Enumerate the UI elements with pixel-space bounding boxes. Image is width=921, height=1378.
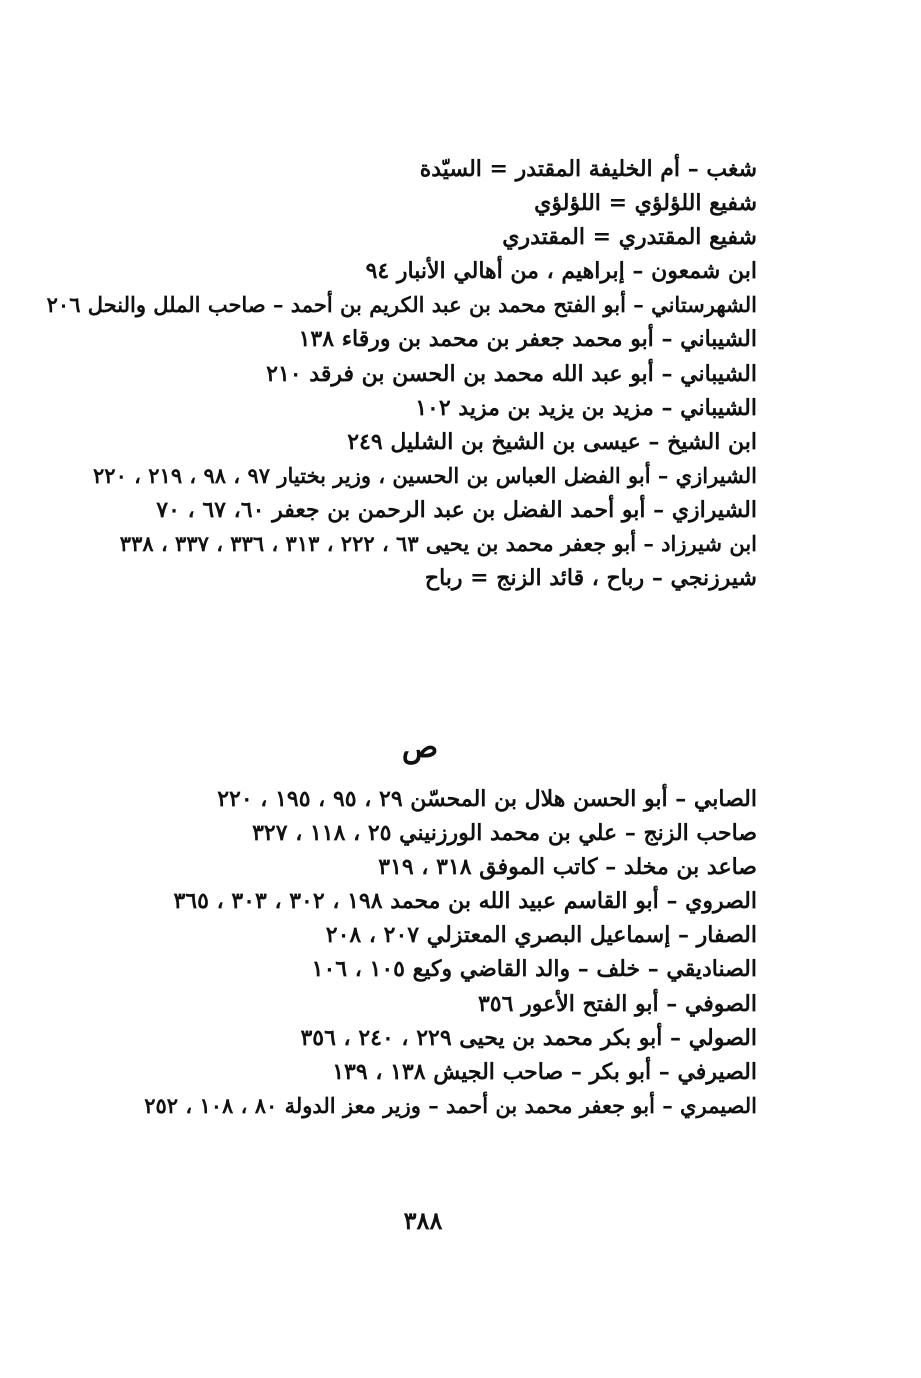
- index-entry: الصوفي – أبو الفتح الأعور ٣٥٦: [477, 990, 757, 1017]
- index-entry: الصناديقي – خلف – والد القاضي وكيع ١٠٥ ، ١٠٦: [311, 956, 757, 983]
- index-entry: شفيع اللؤلؤي = اللؤلؤي: [534, 190, 757, 217]
- index-entry: الصولي – أبو بكر محمد بن يحيى ٢٢٩ ، ٢٤٠ ، ٣٥٦: [300, 1024, 757, 1051]
- index-section-sheen: [47, 152, 757, 595]
- index-entry: ابن شمعون – إبراهيم ، من أهالي الأنبار ٩٤: [365, 258, 757, 285]
- index-entry: شيرزنجي – رباح ، قائد الزنج = رباح: [424, 565, 757, 592]
- section-heading-letter: ص: [401, 730, 439, 765]
- index-entry: الشهرستاني – أبو الفتح محمد بن عبد الكريم بن أحمد – صاحب الملل والنحل ٢٠٦: [46, 292, 757, 318]
- index-entry: شفيع المقتدري = المقتدري: [502, 224, 757, 251]
- index-entry: صاحب الزنج – علي بن محمد الورزنيني ٢٥ ، ١١٨ ، ٣٢٧: [252, 820, 757, 847]
- index-entry: ابن شيرزاد – أبو جعفر محمد بن يحيى ٦٣ ، ٢٢٢ ، ٣١٣ ، ٣٣٦ ، ٣٣٧ ، ٣٣٨: [119, 531, 757, 557]
- index-entry: الشيرازي – أبو أحمد الفضل بن عبد الرحمن بن جعفر ٦٠، ٦٧ ، ٧٠: [156, 496, 757, 523]
- index-entry: شغب – أم الخليفة المقتدر = السيّدة: [419, 156, 757, 182]
- index-entry: الشيباني – أبو محمد جعفر بن محمد بن ورقاء ١٣٨: [298, 326, 757, 353]
- index-entry: الصابي – أبو الحسن هلال بن المحسّن ٢٩ ، ٩٥ ، ١٩٥ ، ٢٢٠: [217, 786, 757, 812]
- index-entry: الصيرفي – أبو بكر – صاحب الجيش ١٣٨ ، ١٣٩: [332, 1058, 757, 1085]
- index-entry: الصروي – أبو القاسم عبيد الله بن محمد ١٩٨ ، ٣٠٢ ، ٣٠٣ ، ٣٦٥: [173, 888, 757, 915]
- index-entry: ابن الشيخ – عيسى بن الشيخ بن الشليل ٢٤٩: [347, 428, 757, 455]
- index-entry: الشيرازي – أبو الفضل العباس بن الحسين ، وزير بختيار ٩٧ ، ٩٨ ، ٢١٩ ، ٢٢٠: [93, 462, 757, 488]
- index-entry: صاعد بن مخلد – كاتب الموفق ٣١٨ ، ٣١٩: [378, 854, 757, 881]
- index-entry: الشيباني – أبو عبد الله محمد بن الحسن بن فرقد ٢١٠: [266, 360, 757, 387]
- index-entry: الشيباني – مزيد بن يزيد بن مزيد ١٠٢: [415, 394, 757, 421]
- index-entry: الصفار – إسماعيل البصري المعتزلي ٢٠٧ ، ٢٠٨: [325, 922, 757, 949]
- index-section-sad: [144, 782, 757, 1123]
- index-entry: الصيمري – أبو جعفر محمد بن أحمد – وزير معز الدولة ٨٠ ، ١٠٨ ، ٢٥٢: [144, 1092, 757, 1118]
- page-number: ٣٨٨: [403, 1206, 443, 1235]
